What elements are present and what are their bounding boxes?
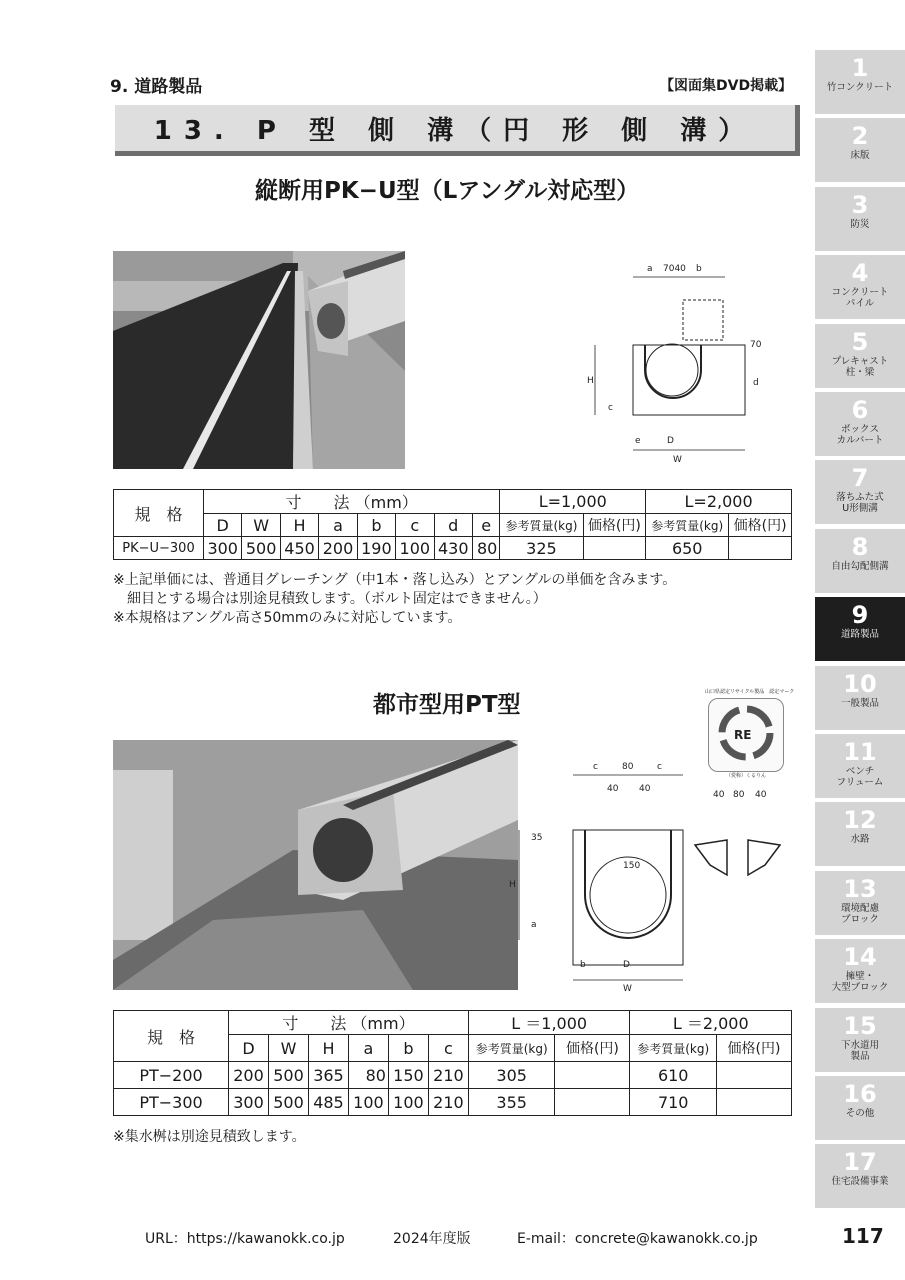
product1-table [113,489,792,560]
cell: 610 [630,1062,717,1089]
sidebar-tab-number: 11 [843,738,877,766]
dim-l40: 40 [607,784,619,794]
product2-subtitle: 都市型用PT型 [373,692,521,718]
dim-s40b: 40 [755,790,767,800]
cell: 500 [268,1089,308,1116]
cell [729,537,792,560]
l1-header: L=1,000 [500,490,646,514]
product1-diagram [575,255,775,470]
sidebar-tab-label: 防災 [850,218,870,230]
col-header: H [280,514,318,537]
note-line: 細目とする場合は別途見積致します。（ボルト固定はできません。） [113,591,547,607]
recycle-top-text: 山口県認定リサイクル製品 認定マーク [705,689,795,695]
col-header: H [308,1035,348,1062]
sidebar-tab-1[interactable] [815,50,905,114]
sidebar-tab-number: 3 [851,190,869,219]
sidebar-tab-number: 12 [843,806,877,835]
price-header: 価格(円) [717,1035,792,1062]
cell: 650 [646,537,729,560]
sidebar-tab-number: 4 [851,259,869,288]
dim-s80: 80 [733,790,745,800]
col-header: W [268,1035,308,1062]
dim-c: c [608,403,613,413]
price-header: 価格(円) [729,514,792,537]
product1-notes [113,571,793,628]
dim-150: 150 [623,861,641,871]
dim-d: d [753,378,759,388]
col-header: a [319,514,357,537]
cell: 500 [268,1062,308,1089]
sidebar-tab-9[interactable] [815,597,905,661]
dim-D: D [667,436,674,446]
cell: 210 [428,1089,468,1116]
sidebar-tab-11[interactable] [815,734,905,798]
product2-diagram [495,755,795,1000]
sidebar-tab-number: 7 [851,464,869,493]
dim-W: W [623,984,632,994]
dim-c1: c [593,762,598,772]
cell: 450 [280,537,318,560]
mass-header: 参考質量(kg) [630,1035,717,1062]
sidebar-tab-number: 1 [851,54,869,82]
dim-7040: 7040 [663,264,686,274]
l2-header: L=2,000 [646,490,792,514]
col-header: W [242,514,280,537]
sidebar-tab-2[interactable] [815,118,905,182]
l2-header: L ＝2,000 [630,1011,792,1035]
sidebar-tab-17[interactable] [815,1144,905,1208]
dim-80: 80 [622,762,634,772]
cell: 325 [500,537,583,560]
sidebar-tab-6[interactable] [815,392,905,456]
sidebar-tab-14[interactable] [815,939,905,1003]
table-row [114,1062,792,1089]
sidebar-tab-number: 13 [843,874,877,903]
sidebar-tab-label: 下水道用 製品 [840,1039,879,1062]
sidebar-tab-label: 環境配慮 ブロック [840,902,879,925]
sidebar-tab-5[interactable] [815,324,905,388]
cell: 100 [348,1089,388,1116]
sidebar-tab-number: 2 [851,122,869,151]
dim-35: 35 [531,833,543,843]
sidebar-tab-label: 擁壁・ 大型ブロック [831,971,889,994]
sidebar-tab-3[interactable] [815,187,905,251]
dim-r40: 40 [639,784,651,794]
table-row [114,1089,792,1116]
dim-e: e [635,436,641,446]
sidebar-tab-label: 水路 [850,834,870,846]
page-title-bar [115,105,800,156]
sidebar-tab-number: 8 [851,532,869,561]
sidebar-tab-label: ベンチ フリューム [836,766,884,788]
dim-a: a [531,920,537,930]
cell: 210 [428,1062,468,1089]
product2-table [113,1010,792,1116]
note-line: ※上記単価には、普通目グレーチング（中1本・落し込み）とアングルの単価を含みます。 [113,572,677,588]
cell [717,1089,792,1116]
sidebar-tab-number: 16 [843,1080,877,1108]
cell: 710 [630,1089,717,1116]
footer-url: URL：https://kawanokk.co.jp [145,1231,345,1247]
sidebar-tab-number: 10 [843,669,877,698]
cell [717,1062,792,1089]
col-header: b [357,514,395,537]
dim-H: H [587,376,594,386]
dim-s40a: 40 [713,790,725,800]
note-line: ※本規格はアングル高さ50mmのみに対応しています。 [113,610,462,626]
row-name: PK−U−300 [114,537,204,560]
price-header: 価格(円) [583,514,646,537]
row-name: PT−300 [114,1089,229,1116]
recycle-bottom-text: （愛称）くるりん [725,773,766,779]
sidebar-tab-label: その他 [845,1108,875,1119]
l1-header: L ＝1,000 [468,1011,630,1035]
sidebar-tab-number: 5 [851,327,869,356]
sidebar-tab-label: 道路製品 [840,629,879,641]
dvd-note: 【図面集DVD掲載】 [660,78,793,94]
sidebar-tab-number: 9 [851,601,869,630]
sidebar-tab-label: 床版 [850,150,870,162]
dim-70: 70 [750,340,762,350]
dim-b: b [696,264,702,274]
section-label: 9. 道路製品 [110,77,203,97]
product1-photo [113,251,405,469]
cell: 305 [468,1062,555,1089]
note-line: ※集水桝は別途見積致します。 [113,1129,306,1145]
page-number: 117 [842,1224,884,1248]
dim-header: 寸 法 （mm） [204,490,500,514]
sidebar-tab-label: 自由勾配側溝 [831,560,889,572]
spec-header: 規 格 [114,490,204,537]
sidebar-tab-label: 住宅設備事業 [831,1176,889,1188]
mass-header: 参考質量(kg) [500,514,583,537]
dim-D: D [623,960,630,970]
cell: 100 [388,1089,428,1116]
cell: 300 [229,1089,269,1116]
sidebar-tab-10[interactable] [815,666,905,730]
col-header: e [472,514,499,537]
sidebar-tab-number: 14 [843,943,877,972]
col-header: c [428,1035,468,1062]
sidebar-tab-13[interactable] [815,871,905,935]
col-header: d [434,514,472,537]
sidebar-tab-label: コンクリート パイル [831,287,889,310]
dim-header: 寸 法 （mm） [229,1011,469,1035]
dim-W: W [673,455,682,465]
sidebar-tab-label: 落ちふた式 U形側溝 [836,492,884,515]
col-header: b [388,1035,428,1062]
cell: 80 [472,537,499,560]
product2-photo [113,740,518,990]
cell: 500 [242,537,280,560]
cell: 355 [468,1089,555,1116]
col-header: D [204,514,242,537]
cell: 190 [357,537,395,560]
cell: 365 [308,1062,348,1089]
sidebar-tab-16[interactable] [815,1076,905,1140]
cell: 200 [319,537,357,560]
sidebar-tab-12[interactable] [815,802,905,866]
mass-header: 参考質量(kg) [646,514,729,537]
dim-c2: c [657,762,662,772]
spec-header: 規 格 [114,1011,229,1062]
table-row [114,537,792,560]
sidebar-tab-label: 竹コンクリート [826,82,894,93]
sidebar-tab-label: 一般製品 [840,697,879,709]
col-header: a [348,1035,388,1062]
product2-notes [113,1128,306,1147]
cell: 150 [388,1062,428,1089]
cell [555,1089,630,1116]
row-name: PT−200 [114,1062,229,1089]
product1-subtitle: 縦断用PK−U型（Lアングル対応型） [255,178,640,204]
footer-edition: 2024年度版 [393,1231,471,1247]
sidebar-tab-number: 17 [843,1148,877,1177]
sidebar-tab-7[interactable] [815,460,905,524]
cell: 80 [348,1062,388,1089]
sidebar-tab-4[interactable] [815,255,905,319]
sidebar-tab-number: 6 [851,396,869,424]
sidebar-tab-15[interactable] [815,1008,905,1072]
cell [555,1062,630,1089]
footer-email: E-mail：concrete@kawanokk.co.jp [517,1231,758,1247]
cell [583,537,646,560]
dim-b: b [580,960,586,970]
sidebar-tab-label: ボックス カルバート [836,424,884,446]
col-header: D [229,1035,269,1062]
cell: 485 [308,1089,348,1116]
recycle-mark-text: RE [734,728,752,742]
cell: 300 [204,537,242,560]
price-header: 価格(円) [555,1035,630,1062]
dim-H: H [509,880,516,890]
sidebar-tab-8[interactable] [815,529,905,593]
cell: 200 [229,1062,269,1089]
dim-a: a [647,264,653,274]
col-header: c [396,514,434,537]
mass-header: 参考質量(kg) [468,1035,555,1062]
cell: 100 [396,537,434,560]
cell: 430 [434,537,472,560]
sidebar-tab-number: 15 [843,1011,877,1040]
sidebar-tab-label: プレキャスト 柱・梁 [831,355,889,378]
page-title: 13. P 型 側 溝（円 形 側 溝） [153,115,757,146]
